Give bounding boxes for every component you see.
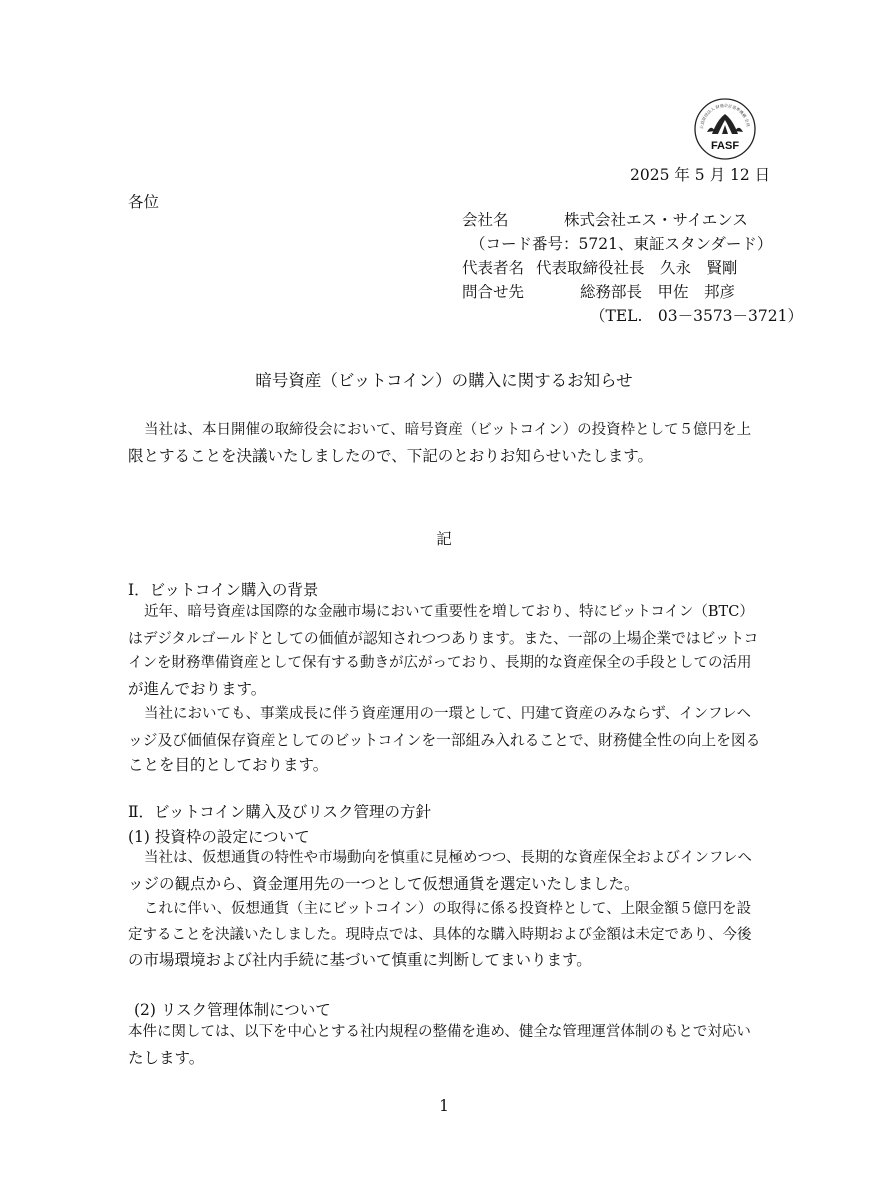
intro-line-1: 当社は、本日開催の取締役会において、暗号資産（ビットコイン）の投資枠として５億円を上: [144, 422, 752, 438]
section1-p2-line-2: ッジ及び価値保存資産としてのビットコインを一部組み入れることで、財務健全性の向上を図る: [128, 731, 761, 749]
fasf-logo: [693, 97, 757, 161]
section2-p3-line-1: 本件に関しては、以下を中心とする社内規程の整備を進め、健全な管理運営体制のもとで対応い: [128, 1024, 751, 1040]
section2-sub1-body: [128, 846, 760, 974]
section2-p2-line-2: 定することを決議いたしました。現時点では、具体的な購入時期および金額は未定であり、今後: [128, 926, 752, 943]
section1-heading: Ⅰ．ビットコイン購入の背景: [128, 581, 319, 599]
section1-p1-line-3: インを財務準備資産として保有する動きが広がっており、長期的な資産保全の手段としての活用: [128, 655, 752, 671]
section2-p1-line-1: 当社は、仮想通貨の特性や市場動向を慎重に見極めつつ、長期的な資産保全およびインフレヘ: [144, 850, 752, 866]
section2-p3-line-2: たします。: [128, 1048, 205, 1067]
section1-body: [128, 600, 760, 779]
section2-sub2: (2) リスク管理体制について: [134, 1001, 331, 1019]
section1-p1-line-4: が進んでおります。: [128, 679, 267, 698]
logo-text: FASF: [710, 140, 740, 152]
company-code: （コード番号：5721、東証スタンダード）: [470, 235, 773, 253]
recipient: 各位: [128, 193, 160, 211]
fasf-emblem-icon: [693, 97, 757, 161]
section1-p2-line-3: ことを目的としております。: [128, 756, 329, 774]
section2-p2-line-3: の市場環境および社内手続に基づいて慎重に判断してまいります。: [128, 951, 592, 969]
contact-tel: （TEL. 03－3573－3721）: [590, 307, 803, 325]
section2-sub1: (1) 投資枠の設定について: [128, 828, 310, 846]
section2-heading: Ⅱ．ビットコイン購入及びリスク管理の方針: [128, 803, 432, 821]
contact-value: 総務部長 甲佐 邦彦: [580, 283, 736, 301]
section2-p1-line-2: ッジの観点から、資金運用先の一つとして仮想通貨を選定いたしました。: [128, 874, 640, 893]
logo-arc-text: 公益財団法人 財務会計基準機構 会員: [698, 102, 751, 130]
company-label: 会社名: [462, 211, 509, 229]
section1-p1-line-2: はデジタルゴールドとしての価値が認知されつつあります。また、一部の上場企業ではビットコ: [128, 629, 759, 647]
section1-p2-line-1: 当社においても、事業成長に伴う資産運用の一環として、円建て資産のみならず、インフレヘ: [144, 706, 751, 722]
contact-label: 問合せ先: [462, 283, 525, 301]
representative-label: 代表者名: [462, 259, 525, 277]
ki-marker: 記: [436, 530, 452, 548]
intro-line-2: 限とすることを決議いたしましたので、下記のとおりお知らせいたします。: [128, 446, 653, 465]
company-name: 株式会社エス・サイエンス: [564, 211, 748, 229]
document-date: 2025 年 5 月 12 日: [630, 166, 771, 184]
section2-sub2-body: [128, 1020, 760, 1071]
document-title: 暗号資産（ビットコイン）の購入に関するお知らせ: [255, 371, 633, 390]
section1-p1-line-1: 近年、暗号資産は国際的な金融市場において重要性を増しており、特にビットコイン（BTC）: [144, 604, 754, 620]
section2-p2-line-1: これに伴い、仮想通貨（主にビットコイン）の取得に係る投資枠として、上限金額５億円を設: [144, 901, 752, 917]
page-number: 1: [439, 1097, 449, 1115]
intro-paragraph: [128, 418, 760, 469]
representative-value: 代表取締役社長 久永 賢剛: [536, 259, 738, 277]
